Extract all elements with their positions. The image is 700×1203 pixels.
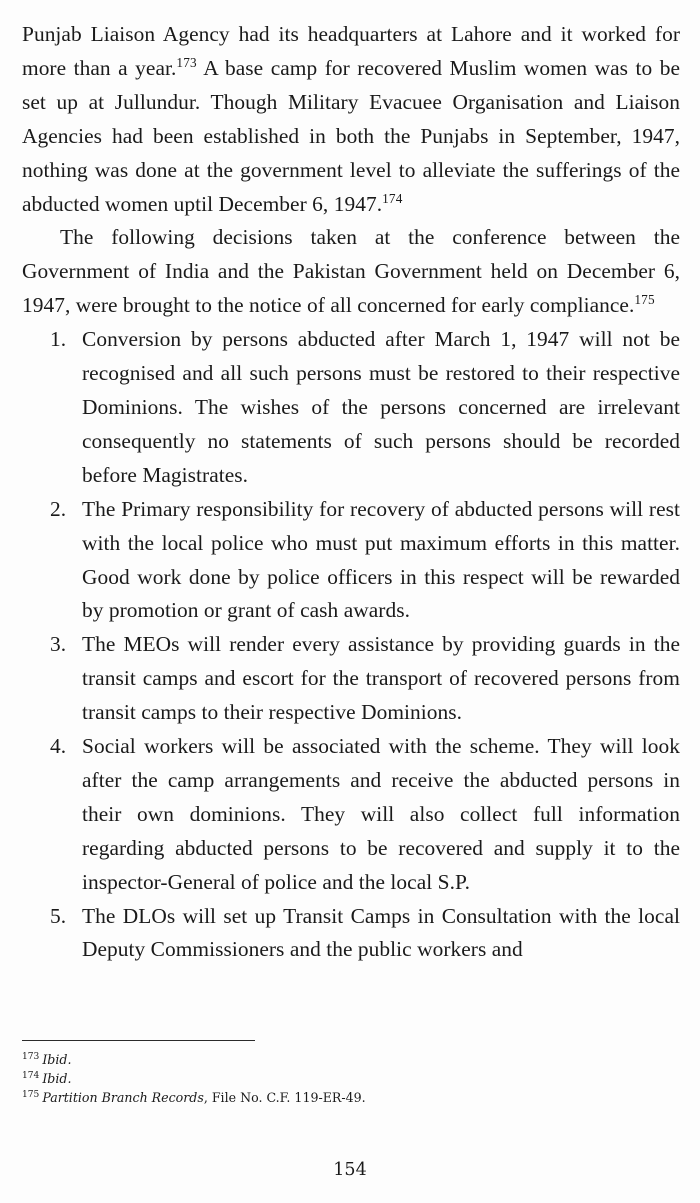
footnote-173 <box>22 1050 682 1069</box>
decision-item-5-text: The DLOs will set up Transit Camps in Consultation with the local Deputy Commissioners and the public workers and <box>82 903 680 962</box>
decision-item-2 <box>22 493 680 629</box>
paragraph-1-run-1: Punjab Liaison Agency had its headquarters at Lahore and it worked for more than a year. <box>22 22 680 80</box>
decision-item-2-text: The Primary responsibility for recovery of abducted persons will rest with the local police who must put maximum efforts in this matter. Good work done by police officers in this respect will be rewarded by promotion or grant of cash awards. <box>82 496 680 623</box>
paragraph-1-run-3: A base camp for recovered Muslim women was to be set up at Jullundur. Though Military Evacuee Organisation and Liaison Agencies had been established in both the Punjabs in September, 1947, nothing was done at the government level to alleviate the sufferings of the abducted women uptil December 6, 1947. <box>22 55 680 216</box>
footnote-173-marker: 173 <box>22 1051 40 1062</box>
decisions-list <box>22 323 680 967</box>
footnote-ref-173[interactable]: 173 <box>176 54 197 70</box>
footnote-174-marker: 174 <box>22 1071 40 1082</box>
footnote-area <box>22 1040 682 1108</box>
footnote-175 <box>22 1088 682 1107</box>
footnote-174 <box>22 1069 682 1088</box>
footnote-ref-175[interactable]: 175 <box>634 292 655 308</box>
decision-item-1-text: Conversion by persons abducted after March 1, 1947 will not be recognised and all such persons must be restored to their respective Dominions. The wishes of the persons concerned are irrelevant consequently no statements of such persons should be recorded before Magistrates. <box>82 327 680 487</box>
decision-item-3-text: The MEOs will render every assistance by providing guards in the transit camps and escort for the transport of recovered persons from transit camps to their respective Dominions. <box>82 632 680 725</box>
decision-item-1 <box>22 323 680 493</box>
paragraph-2 <box>22 221 680 323</box>
footnote-175-detail: , File No. C.F. 119-ER-49. <box>203 1090 366 1106</box>
footnote-173-title: Ibid. <box>42 1052 72 1067</box>
footnote-list <box>22 1050 682 1108</box>
footnote-174-title: Ibid. <box>42 1071 72 1087</box>
paragraph-1 <box>22 18 680 221</box>
paragraph-2-run-1: The following decisions taken at the conference between the Government of India and the Pakistan Government held on December 6, 1947, were brought to the notice of all concerned for early compliance. <box>22 225 680 318</box>
body-text-block <box>22 18 680 967</box>
footnote-ref-174[interactable]: 174 <box>382 190 403 206</box>
decision-item-4-text: Social workers will be associated with the scheme. They will look after the camp arrangements and receive the abducted persons in their own dominions. They will also collect full information regarding abducted persons to be recovered and supply it to the inspector-General of police and the local S.P. <box>82 734 680 894</box>
footnote-175-marker: 175 <box>22 1090 40 1101</box>
decision-item-5 <box>22 900 680 968</box>
page-number: 154 <box>333 1160 367 1180</box>
decision-item-4 <box>22 730 680 900</box>
decision-item-3 <box>22 628 680 730</box>
footnote-separator-rule <box>22 1040 255 1041</box>
footnote-175-title: Partition Branch Records <box>42 1090 204 1106</box>
